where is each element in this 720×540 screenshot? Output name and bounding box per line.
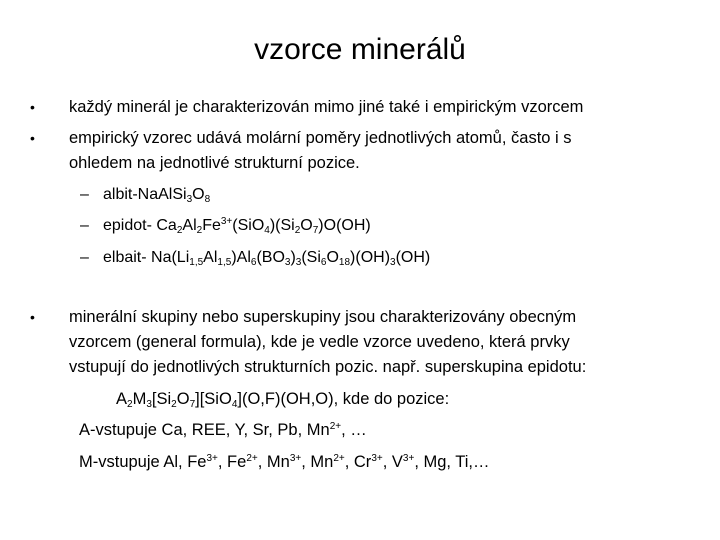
formula-text: (BO (256, 249, 285, 266)
formula-subscript: 6 (250, 257, 257, 268)
formula-text: (OH) (395, 249, 431, 266)
formula-subscript: 4 (231, 399, 238, 410)
example-elbait (103, 247, 430, 269)
formula-subscript: 2 (171, 399, 177, 410)
formula-subscript: 6 (320, 257, 327, 268)
formula-text: ](O,F)(OH,O), kde do pozice: (237, 390, 450, 408)
formula-text: O (300, 217, 313, 234)
formula-subscript: 1,5 (189, 257, 204, 268)
formula-subscript: 2 (176, 225, 183, 236)
formula-text: elbait- Na(Li (103, 249, 190, 266)
bullet-2-line-2: ohledem na jednotlivé strukturní pozice. (69, 154, 360, 172)
formula-subscript: 3 (284, 257, 291, 268)
formula-text: , … (341, 421, 367, 439)
formula-text: Fe (202, 217, 221, 234)
formula-subscript: 3 (295, 257, 302, 268)
general-formula (116, 388, 449, 410)
formula-text: )(Si (269, 217, 295, 234)
formula-text: epidot- Ca (103, 217, 177, 234)
bullet-3-line-2: vzorcem (general formula), kde je vedle vzorce uvedeno, která prvky (69, 333, 570, 351)
formula-superscript: 3+ (289, 453, 302, 464)
formula-subscript: 8 (204, 194, 211, 205)
formula-text: O (176, 390, 190, 408)
formula-superscript: 3+ (402, 453, 415, 464)
example-epidot (103, 215, 371, 237)
slide-title: vzorce minerálů (254, 33, 466, 66)
formula-superscript: 2+ (333, 453, 345, 464)
formula-text: O (326, 249, 339, 266)
bullet-2-line-1: empirický vzorec udává molární poměry jednotlivých atomů, často i s (69, 129, 572, 147)
formula-subscript: 7 (189, 399, 196, 410)
formula-subscript: 7 (312, 225, 319, 236)
formula-superscript: 2+ (329, 421, 342, 432)
formula-text: )(OH) (350, 249, 391, 266)
formula-text: albit-NaAlSi (103, 186, 187, 203)
formula-subscript: 18 (338, 257, 351, 268)
dash-icon: – (80, 186, 89, 203)
bullet-3-line-1: minerální skupiny nebo superskupiny jsou charakterizovány obecným (69, 308, 577, 326)
formula-superscript: 3+ (206, 453, 218, 464)
formula-text: , Mn (301, 453, 334, 471)
example-albit (103, 184, 210, 206)
formula-text: M (132, 390, 147, 408)
formula-subscript: 3 (146, 399, 152, 410)
formula-text: A-vstupuje Ca, REE, Y, Sr, Pb, Mn (79, 421, 330, 439)
bullet-3-line-3: vstupují do jednotlivých strukturních pozic. např. superskupina epidotu: (69, 358, 587, 376)
formula-text: M-vstupuje Al, Fe (79, 453, 207, 471)
bullet-icon: • (30, 130, 35, 146)
dash-icon: – (80, 249, 89, 266)
formula-text: [Si (151, 390, 172, 408)
bullet-icon: • (30, 99, 35, 115)
formula-text: A (116, 390, 128, 408)
formula-text: , V (382, 453, 403, 471)
dash-icon: – (80, 217, 89, 234)
formula-subscript: 3 (186, 194, 193, 205)
formula-superscript: 3+ (220, 216, 233, 227)
formula-subscript: 2 (196, 225, 203, 236)
formula-subscript: 1,5 (217, 257, 232, 268)
formula-subscript: 2 (294, 225, 301, 236)
formula-text: , Cr (344, 453, 372, 471)
formula-subscript: 2 (127, 399, 133, 410)
site-m-elements (79, 451, 490, 473)
formula-text: Al (203, 249, 218, 266)
bullet-1-line-1: každý minerál je charakterizován mimo jiné také i empirickým vzorcem (69, 98, 584, 116)
formula-text: ][SiO (195, 390, 232, 408)
bullet-icon: • (30, 309, 35, 325)
formula-superscript: 3+ (371, 453, 383, 464)
formula-subscript: 4 (264, 225, 270, 236)
formula-text: , Mn (257, 453, 290, 471)
formula-text: O (192, 186, 205, 203)
formula-superscript: 2+ (246, 453, 258, 464)
formula-text: ) (290, 249, 296, 266)
formula-text: , Mg, Ti,… (414, 453, 490, 471)
formula-text: (Si (301, 249, 321, 266)
formula-text: , Fe (217, 453, 247, 471)
formula-text: (SiO (232, 217, 265, 234)
formula-subscript: 3 (390, 257, 396, 268)
formula-text: )Al (231, 249, 251, 266)
formula-text: )O(OH) (318, 217, 371, 234)
formula-text: Al (182, 217, 197, 234)
site-a-elements (79, 419, 367, 441)
